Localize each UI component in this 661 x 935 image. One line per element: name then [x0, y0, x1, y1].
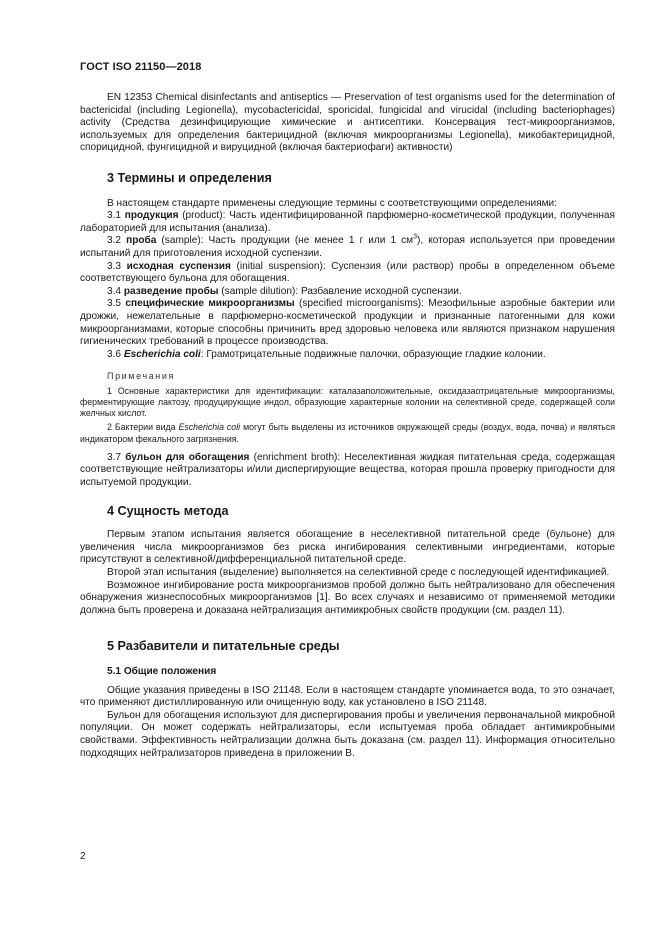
- section-4-paragraph: Первым этапом испытания является обогащение в неселективной питательной среде (бульоне) для увеличения числа микроорганизмов без риска ингибирования селективными ингредиентами, которые присутствуют в селективной/дифференциальной питательной среде.: [80, 529, 615, 566]
- section-5-title: 5 Разбавители и питательные среды: [107, 639, 340, 654]
- term-3-2-name: проба: [126, 235, 157, 247]
- term-3-5: 3.5 специфические микроорганизмы (specified microorganisms): Мезофильные аэробные бактерии или дрожжи, нежелательные в парфюмерно-косметической продукции и признанные патогенными для кожи микроорганизмами, которые способны причинить вред здоровью человека или являются признаком нарушения гигиенических требований в процессе производства.: [80, 298, 615, 348]
- term-3-4-name: разведение пробы: [123, 285, 219, 297]
- term-3-7: 3.7 бульон для обогащения (enrichment broth): Неселективная жидкая питательная среда, содержащая соответствующие нейтрализаторы и/или диспергирующие вещества, которая прошла проверку пригодности для испытуемой продукции.: [80, 451, 615, 489]
- section-3-intro: В настоящем стандарте применены следующие термины с соответствующими определениями:: [107, 197, 557, 209]
- section-4-paragraph: Второй этап испытания (выделение) выполняется на селективной среде с последующей идентификацией.: [107, 567, 610, 579]
- term-3-7-name: бульон для обогащения: [125, 451, 250, 463]
- note-2: 2 Бактерии вида Escherichia coli могут быть выделены из источников окружающей среды (воздух, вода, почва) и являться индикатором фекального загрязнения.: [80, 422, 615, 444]
- term-3-6-name: Escherichia coli: [123, 348, 201, 360]
- term-3-5-name: специфические микроорганизмы: [125, 298, 295, 310]
- document-body: [80, 92, 615, 760]
- page-number: 2: [80, 851, 86, 862]
- section-4-paragraph: Возможное ингибирование роста микроорганизмов пробой должно быть нейтрализовано для обеспечения обнаружения жизнеспособных микроорганизмов [1]. Во всех случаях и независимо от применяемой методики должна быть проверена и доказана нейтрализация антимикробных свойств продукции (см. раздел 11).: [80, 579, 615, 616]
- term-3-1-name: продукция: [124, 210, 179, 222]
- term-3-4: 3.4 разведение пробы (sample dilution): Разбавление исходной суспензии.: [107, 285, 462, 297]
- reference-en12353: EN 12353 Chemical disinfectants and antiseptics — Preservation of test organisms used for the determination of bactericidal (including Legionella), mycobactericidal, sporicidal, fungicidal and virucidal (including bacteriophages) activity (Средства дезинфицирующие химические и антисептики. Консервация тест-микроорганизмов, используемых для определения бактерицидной (включая микроорганизмы Legionella), микобактерицидной, спорицидной, фунгицидной и вируцидной (включая бактериофаги) активности): [80, 92, 615, 154]
- section-5-paragraph: Общие указания приведены в ISO 21148. Если в настоящем стандарте упоминается вода, то это означает, что применяют дистиллированную или очищенную воду, как установлено в ISO 21148.: [80, 684, 615, 709]
- standard-header: ГОСТ ISO 21150—2018: [80, 61, 202, 73]
- term-3-6: 3.6 Escherichia coli: Грамотрицательные подвижные палочки, образующие гладкие колонии.: [107, 348, 546, 360]
- term-3-1: 3.1 продукция (product): Часть идентифицированной парфюмерно-косметической продукции, полученная лабораторией для испытания (анализа).: [80, 210, 615, 234]
- notes-title: Примечания: [107, 371, 175, 382]
- note-1: 1 Основные характеристики для идентификации: каталазаположительные, оксидазаотрицательные микроорганизмы, ферментирующие лактозу, продуцирующие индол, образующие характерные колонии на селективной среде, содержащей соли желчных кислот.: [80, 385, 615, 419]
- section-5-paragraph: Бульон для обогащения используют для диспергирования пробы и увеличения первоначальной микробной популяции. Он может содержать нейтрализаторы, если испытуемая проба обладает антимикробными свойствами. Эффективность нейтрализации должна быть доказана (см. раздел 11). Информация относительно подходящих нейтрализаторов приведена в приложении В.: [80, 709, 615, 759]
- section-4-title: 4 Сущность метода: [107, 503, 229, 518]
- term-3-2: 3.2 проба (sample): Часть продукции (не менее 1 г или 1 $см^3$), которая используется при проведении испытаний для приготовления исходной суспензии.: [80, 233, 616, 259]
- section-5-1-title: 5.1 Общие положения: [107, 666, 217, 678]
- section-3-title: 3 Термины и определения: [107, 170, 272, 185]
- term-3-3: 3.3 исходная суспензия (initial suspension): Суспензия (или раствор) пробы в определенном объеме соответствующего бульона для обогащения.: [80, 260, 615, 285]
- term-3-3-name: исходная суспензия: [126, 260, 231, 272]
